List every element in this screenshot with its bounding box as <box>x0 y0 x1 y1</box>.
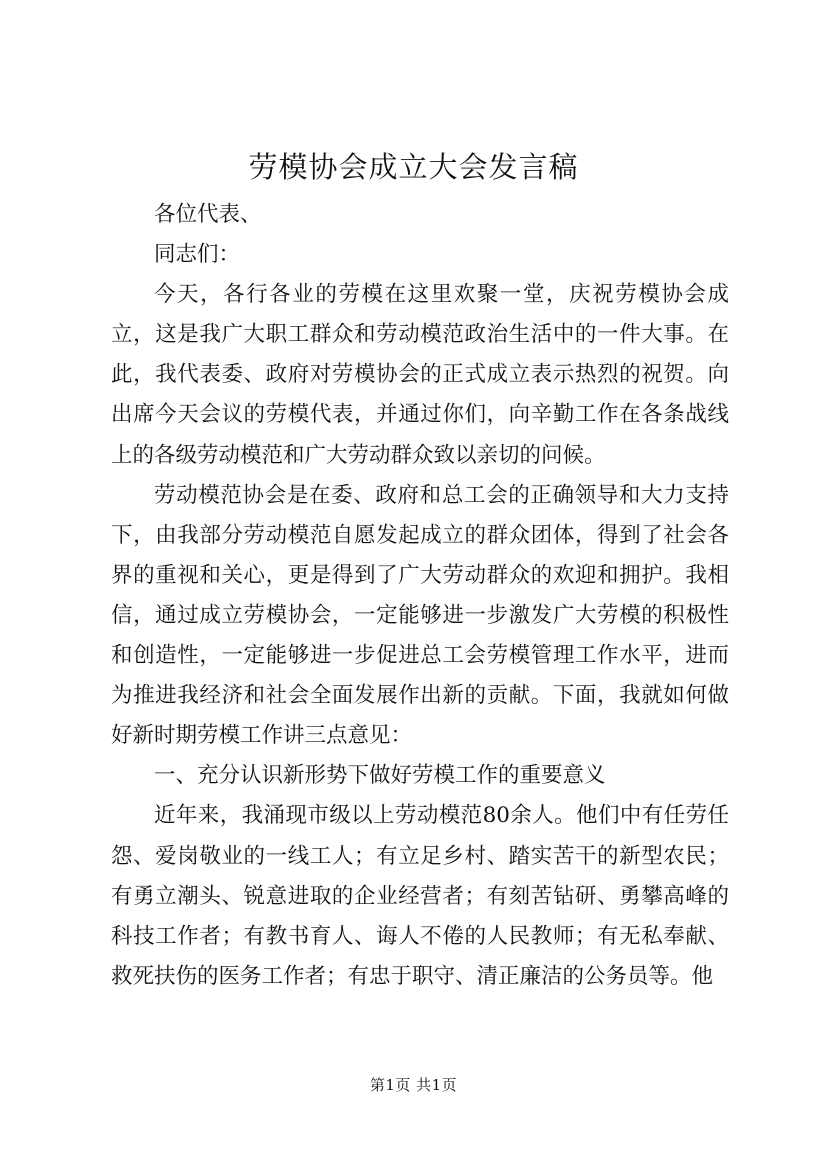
page-number-footer: 第1页 共1页 <box>369 1076 458 1094</box>
body-paragraph: 近年来，我涌现市级以上劳动模范80余人。他们中有任劳任怨、爱岗敬业的一线工人；有立足乡村、踏实苦干的新型农民；有勇立潮头、锐意进取的企业经营者；有刻苦钻研、勇攀高峰的科技工作者；有教书育人、诲人不倦的人民教师；有无私奉献、救死扶伤的医务工作者；有忠于职守、清正廉洁的公务员等。他 <box>111 803 729 989</box>
body-paragraph: 今天，各行各业的劳模在这里欢聚一堂，庆祝劳模协会成立，这是我广大职工群众和劳动模范政治生活中的一件大事。在此，我代表委、政府对劳模协会的正式成立表示热烈的祝贺。向出席今天会议的劳模代表，并通过你们，向辛勤工作在各条战线上的各级劳动模范和广大劳动群众致以亲切的问候。 <box>111 282 729 468</box>
body-paragraph: 劳动模范协会是在委、政府和总工会的正确领导和大力支持下，由我部分劳动模范自愿发起成立的群众团体，得到了社会各界的重视和关心，更是得到了广大劳动群众的欢迎和拥护。我相信，通过成立劳模协会，一定能够进一步激发广大劳模的积极性和创造性，一定能够进一步促进总工会劳模管理工作水平，进而为推进我经济和社会全面发展作出新的贡献。下面，我就如何做好新时期劳模工作讲三点意见： <box>111 482 729 749</box>
salutation-line: 各位代表、 <box>154 202 262 227</box>
section-heading: 一、充分认识新形势下做好劳模工作的重要意义 <box>154 763 606 789</box>
salutation-line: 同志们： <box>154 242 241 268</box>
document-title: 劳模协会成立大会发言稿 <box>248 150 579 184</box>
document-body <box>111 195 729 997</box>
